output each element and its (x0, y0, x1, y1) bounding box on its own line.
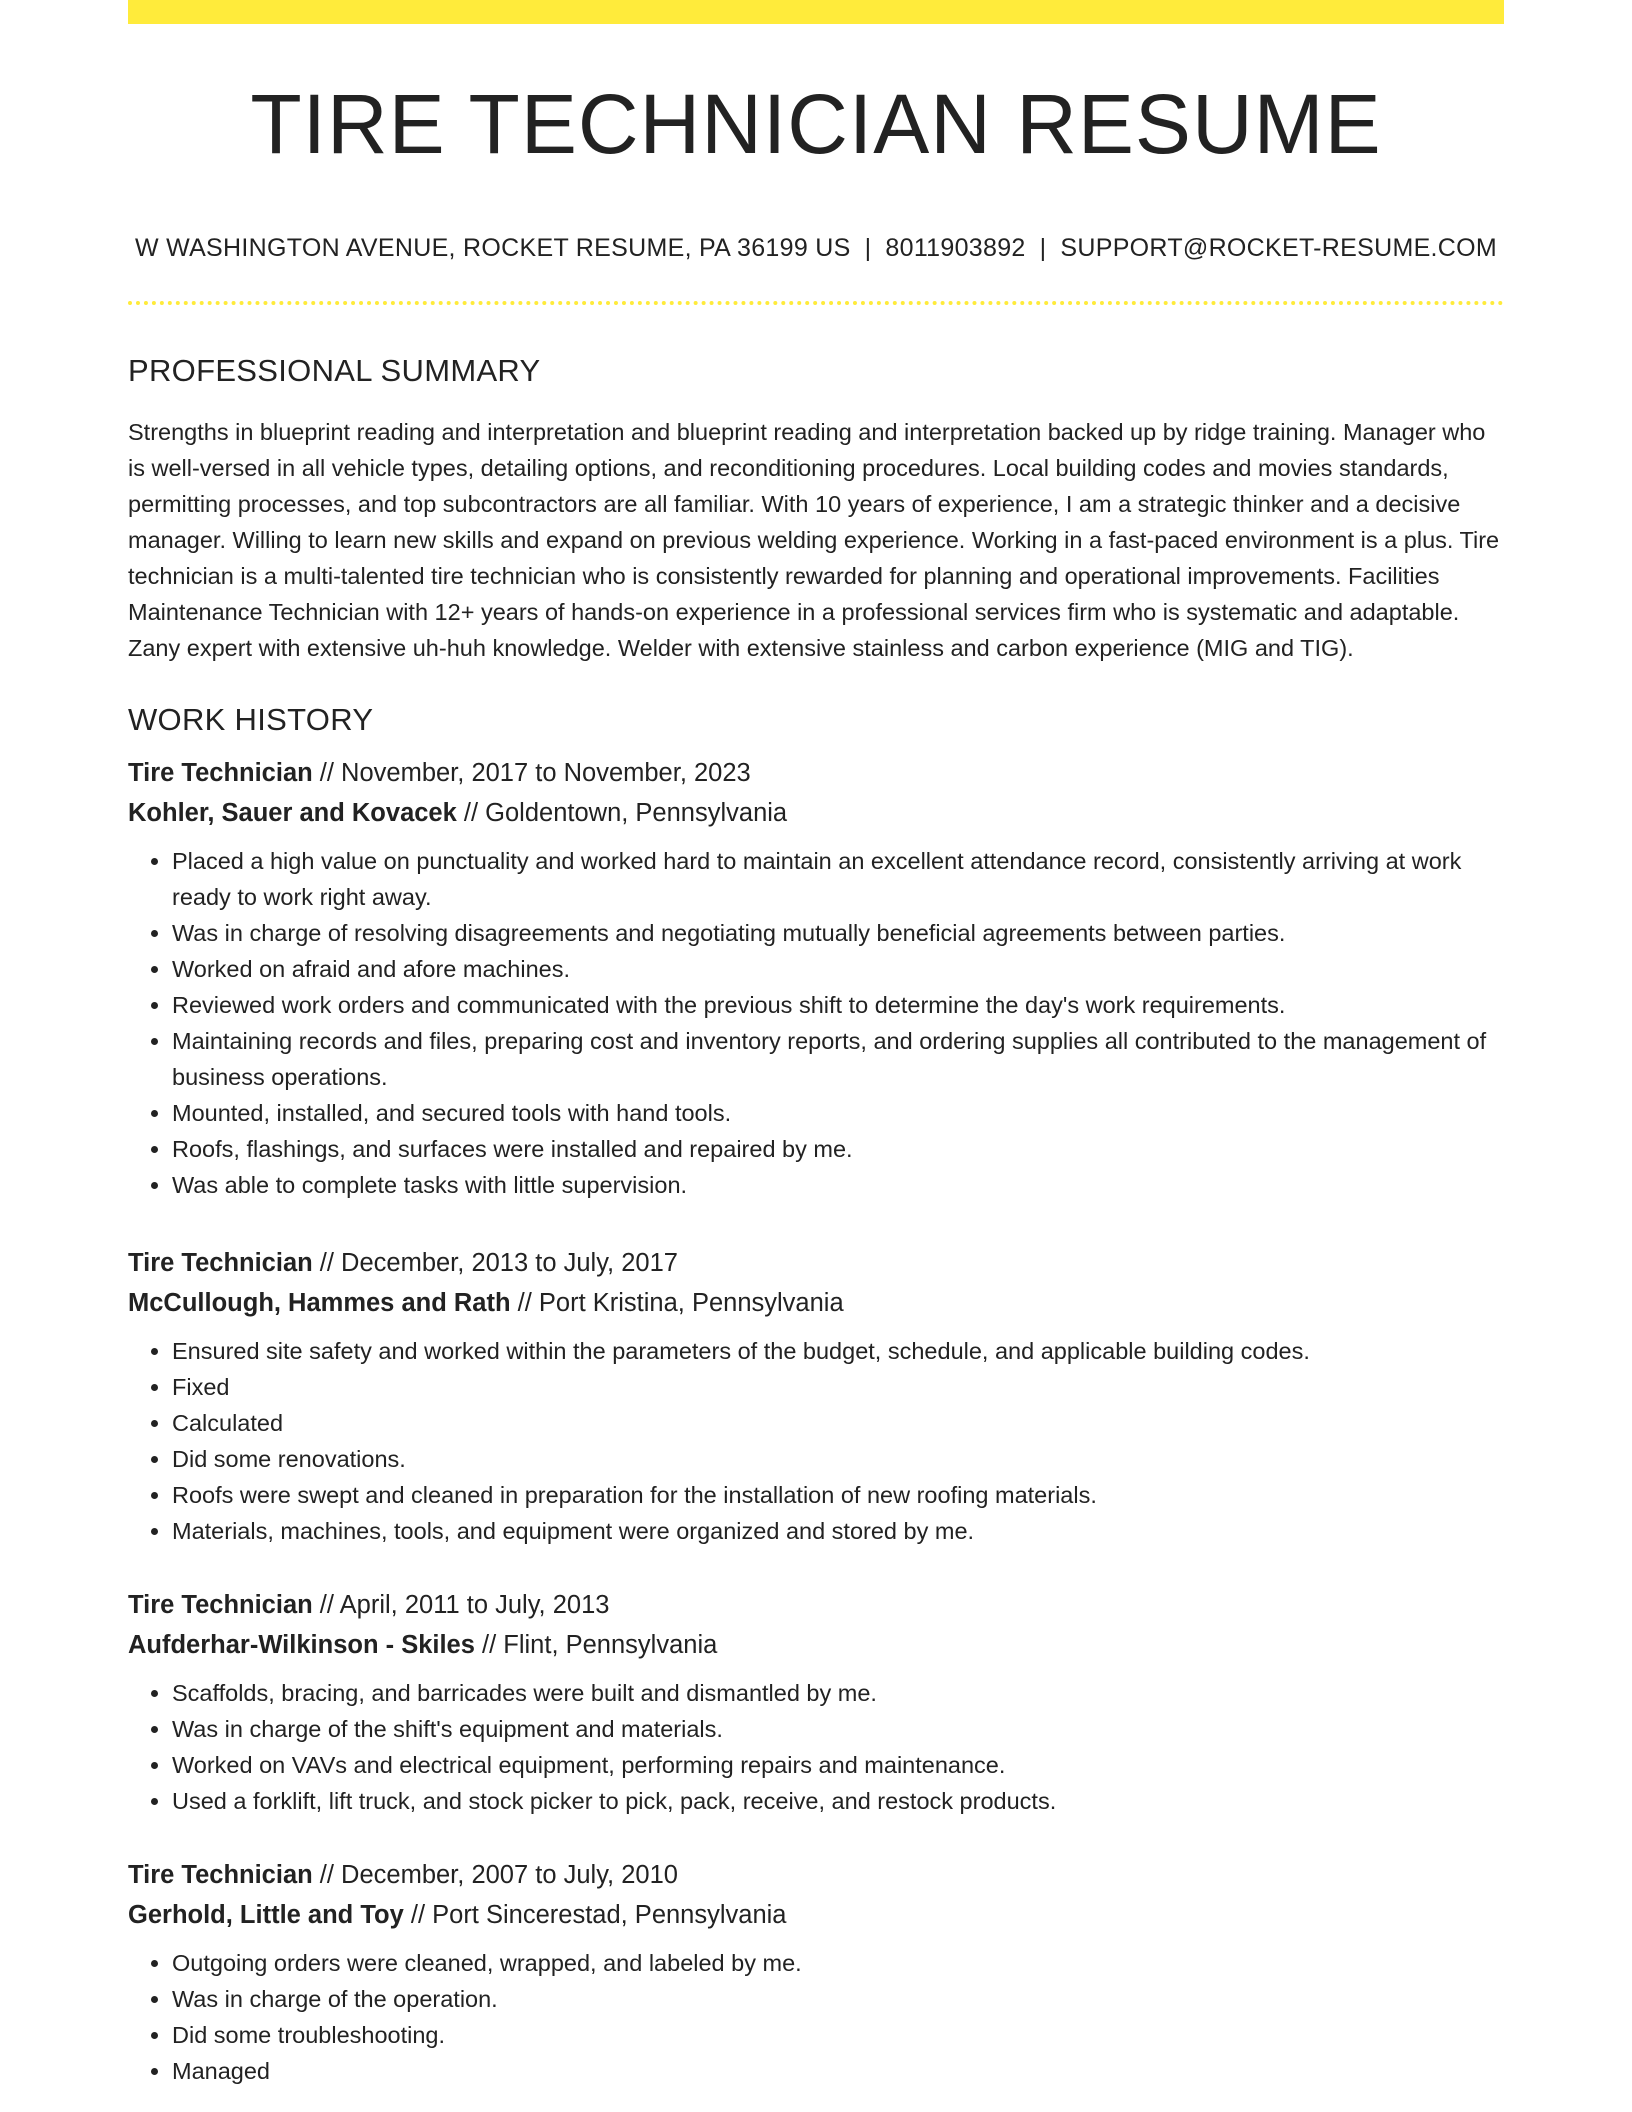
job-company-line (128, 1283, 1504, 1323)
job-bullet: • Maintaining records and files, preparing cost and inventory reports, and ordering supplies all contributed to the management of business operations. (172, 1023, 1504, 1095)
resume-title: TIRE TECHNICIAN RESUME (250, 77, 1382, 171)
job-bullet: • Materials, machines, tools, and equipment were organized and stored by me. (172, 1513, 1504, 1549)
job-bullet: • Roofs were swept and cleaned in preparation for the installation of new roofing materials. (172, 1477, 1504, 1513)
job-bullet: • Managed (172, 2053, 1504, 2089)
job-title: Tire Technician (128, 1591, 313, 1619)
job-dates: // December, 2007 to July, 2010 (319, 1861, 678, 1889)
job-location: // Goldentown, Pennsylvania (463, 799, 788, 827)
work-history-list (128, 753, 1504, 2089)
job-company-line (128, 1625, 1504, 1665)
job-title: Tire Technician (128, 1861, 313, 1889)
job-bullet: • Did some renovations. (172, 1441, 1504, 1477)
job-bullet: • Was in charge of resolving disagreements and negotiating mutually beneficial agreements between parties. (172, 915, 1504, 951)
job-bullet: • Was able to complete tasks with little supervision. (172, 1167, 1504, 1203)
contact-separator: | (1039, 234, 1047, 262)
job-bullet: • Outgoing orders were cleaned, wrapped, and labeled by me. (172, 1945, 1504, 1981)
job-company: McCullough, Hammes and Rath (128, 1289, 511, 1317)
job-company: Kohler, Sauer and Kovacek (128, 799, 457, 827)
job-bullet: • Ensured site safety and worked within the parameters of the budget, schedule, and applicable building codes. (172, 1333, 1504, 1369)
job-bullet: • Worked on VAVs and electrical equipment, performing repairs and maintenance. (172, 1747, 1504, 1783)
dotted-divider (128, 301, 1504, 305)
job-dates: // April, 2011 to July, 2013 (319, 1591, 610, 1619)
job-company-line (128, 1895, 1504, 1935)
contact-separator: | (864, 234, 872, 262)
job-bullet: • Was in charge of the operation. (172, 1981, 1504, 2017)
job-bullets (128, 1675, 1504, 1819)
job-bullets (128, 1333, 1504, 1549)
job-bullet: • Worked on afraid and afore machines. (172, 951, 1504, 987)
work-history-heading: WORK HISTORY (128, 702, 374, 737)
job-title-line (128, 1855, 1504, 1895)
contact-line (128, 236, 1504, 261)
job-company: Aufderhar-Wilkinson - Skiles (128, 1631, 475, 1659)
job-bullet: • Scaffolds, bracing, and barricades were built and dismantled by me. (172, 1675, 1504, 1711)
job-entry (128, 753, 1504, 1203)
job-title-line (128, 1243, 1504, 1283)
summary-heading: PROFESSIONAL SUMMARY (128, 353, 541, 388)
job-bullet: • Fixed (172, 1369, 1504, 1405)
resume-page (128, 0, 1504, 2089)
job-location: // Port Sincerestad, Pennsylvania (410, 1901, 787, 1929)
job-entry (128, 1855, 1504, 2089)
job-dates: // November, 2017 to November, 2023 (319, 759, 751, 787)
contact-phone: 8011903892 (885, 234, 1026, 262)
job-entry (128, 1243, 1504, 1549)
job-title-line (128, 1585, 1504, 1625)
contact-email: SUPPORT@ROCKET-RESUME.COM (1060, 234, 1498, 262)
job-company-line (128, 793, 1504, 833)
job-title-line (128, 753, 1504, 793)
job-entry (128, 1585, 1504, 1819)
job-bullet: • Reviewed work orders and communicated with the previous shift to determine the day's work requirements. (172, 987, 1504, 1023)
job-bullet: • Did some troubleshooting. (172, 2017, 1504, 2053)
job-bullets (128, 1945, 1504, 2089)
job-company: Gerhold, Little and Toy (128, 1901, 404, 1929)
job-bullet: • Calculated (172, 1405, 1504, 1441)
job-bullet: • Mounted, installed, and secured tools with hand tools. (172, 1095, 1504, 1131)
job-title: Tire Technician (128, 759, 313, 787)
job-bullet: • Placed a high value on punctuality and worked hard to maintain an excellent attendance record, consistently arriving at work ready to work right away. (172, 843, 1504, 915)
accent-top-bar (128, 0, 1504, 24)
job-location: // Port Kristina, Pennsylvania (517, 1289, 844, 1317)
job-bullets (128, 843, 1504, 1203)
contact-address: W WASHINGTON AVENUE, ROCKET RESUME, PA 36199 US (134, 234, 851, 262)
job-dates: // December, 2013 to July, 2017 (319, 1249, 678, 1277)
summary-text: Strengths in blueprint reading and interpretation and blueprint reading and interpretation backed up by ridge training. Manager who is well-versed in all vehicle types, detailing options, and reconditioning procedures. Local building codes and movies standards, permitting processes, and top subcontractors are all familiar. With 10 years of experience, I am a strategic thinker and a decisive manager. Willing to learn new skills and expand on previous welding experience. Working in a fast-paced environment is a plus. Tire technician is a multi-talented tire technician who is consistently rewarded for planning and operational improvements. Facilities Maintenance Technician with 12+ years of hands-on experience in a professional services firm who is systematic and adaptable. Zany expert with extensive uh-huh knowledge. Welder with extensive stainless and carbon experience (MIG and TIG). (128, 419, 1500, 661)
job-title: Tire Technician (128, 1249, 313, 1277)
job-location: // Flint, Pennsylvania (482, 1631, 718, 1659)
job-bullet: • Used a forklift, lift truck, and stock picker to pick, pack, receive, and restock products. (172, 1783, 1504, 1819)
job-bullet: • Roofs, flashings, and surfaces were installed and repaired by me. (172, 1131, 1504, 1167)
job-bullet: • Was in charge of the shift's equipment and materials. (172, 1711, 1504, 1747)
